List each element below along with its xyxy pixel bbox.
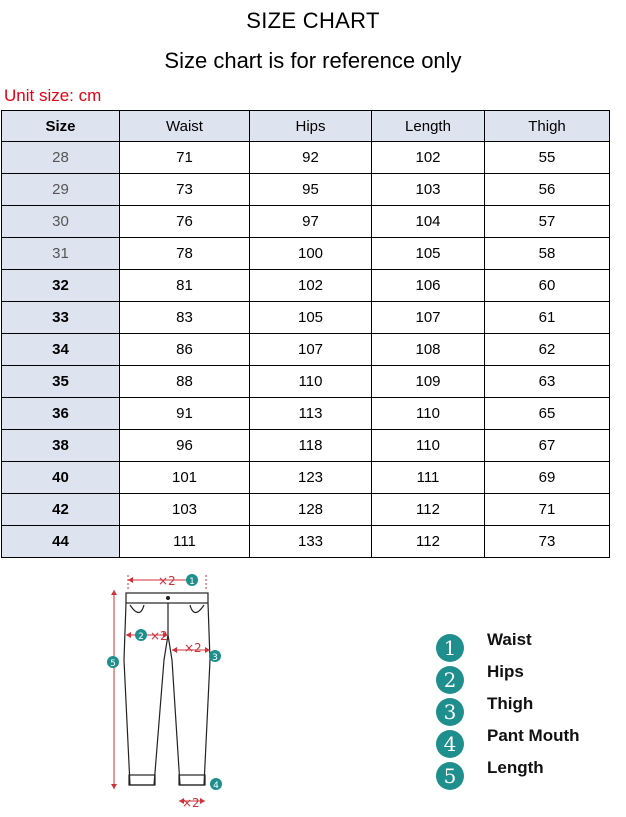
waist-times-two: ×2 — [158, 574, 176, 588]
left-cuff — [129, 775, 155, 785]
cell-length: 104 — [372, 206, 485, 238]
cell-waist: 81 — [120, 270, 250, 302]
table-row — [2, 526, 610, 558]
cell-size: 42 — [2, 494, 120, 526]
cell-hips: 123 — [250, 462, 372, 494]
cell-thigh: 73 — [485, 526, 610, 558]
jeans-outline — [124, 593, 210, 785]
right-cuff — [179, 775, 205, 785]
cell-hips: 92 — [250, 142, 372, 174]
column-header-size: Size — [2, 111, 120, 142]
cell-waist: 91 — [120, 398, 250, 430]
cell-hips: 102 — [250, 270, 372, 302]
cell-thigh: 60 — [485, 270, 610, 302]
marker-1-label: 1 — [189, 577, 195, 587]
legend-label-waist: Waist — [487, 630, 532, 649]
cell-hips: 107 — [250, 334, 372, 366]
table-row — [2, 270, 610, 302]
cell-length: 110 — [372, 398, 485, 430]
legend-number-4: 4 — [436, 730, 464, 758]
cell-size: 35 — [2, 366, 120, 398]
page-title: SIZE CHART — [246, 8, 380, 33]
cell-thigh: 67 — [485, 430, 610, 462]
cell-thigh: 69 — [485, 462, 610, 494]
marker-2-label: 2 — [138, 632, 144, 642]
cell-waist: 73 — [120, 174, 250, 206]
table-row — [2, 366, 610, 398]
cell-thigh: 55 — [485, 142, 610, 174]
waist-arrow-left — [128, 577, 133, 583]
legend-label-thigh: Thigh — [487, 694, 534, 713]
column-header-length: Length — [372, 111, 485, 142]
table-row — [2, 334, 610, 366]
cell-length: 108 — [372, 334, 485, 366]
cell-thigh: 57 — [485, 206, 610, 238]
cell-hips: 113 — [250, 398, 372, 430]
table-row — [2, 494, 610, 526]
cell-thigh: 63 — [485, 366, 610, 398]
table-row — [2, 430, 610, 462]
cell-size: 32 — [2, 270, 120, 302]
cell-waist: 96 — [120, 430, 250, 462]
cell-thigh: 56 — [485, 174, 610, 206]
cell-waist: 83 — [120, 302, 250, 334]
marker-5-label: 5 — [110, 659, 116, 669]
table-body — [2, 142, 610, 558]
length-arrow-bottom — [111, 784, 117, 789]
cell-thigh: 62 — [485, 334, 610, 366]
cell-waist: 103 — [120, 494, 250, 526]
marker-3-label: 3 — [212, 653, 218, 663]
left-pocket — [130, 605, 144, 613]
cell-length: 110 — [372, 430, 485, 462]
right-pocket — [190, 605, 204, 613]
pant-mouth-times-two: ×2 — [182, 796, 200, 810]
table-row — [2, 238, 610, 270]
cell-length: 111 — [372, 462, 485, 494]
cell-size: 38 — [2, 430, 120, 462]
unit-label: Unit size: cm — [4, 86, 102, 105]
cell-size: 44 — [2, 526, 120, 558]
cell-length: 103 — [372, 174, 485, 206]
cell-waist: 78 — [120, 238, 250, 270]
cell-size: 28 — [2, 142, 120, 174]
table-header-row — [2, 111, 610, 142]
hips-arrow-left — [126, 632, 131, 638]
button-icon — [166, 596, 170, 600]
cell-size: 34 — [2, 334, 120, 366]
cell-length: 107 — [372, 302, 485, 334]
legend-label-pant-mouth: Pant Mouth — [487, 726, 580, 745]
legend-number-2: 2 — [436, 666, 464, 694]
hips-times-two: ×2 — [150, 629, 168, 643]
cell-size: 29 — [2, 174, 120, 206]
cell-size: 30 — [2, 206, 120, 238]
legend-label-hips: Hips — [487, 662, 524, 681]
table-row — [2, 142, 610, 174]
length-arrow-top — [111, 590, 117, 595]
cell-size: 40 — [2, 462, 120, 494]
cell-length: 105 — [372, 238, 485, 270]
legend-label-length: Length — [487, 758, 544, 777]
jeans-diagram — [100, 565, 240, 815]
table-row — [2, 174, 610, 206]
cell-thigh: 61 — [485, 302, 610, 334]
cell-waist: 88 — [120, 366, 250, 398]
cell-hips: 105 — [250, 302, 372, 334]
cell-hips: 128 — [250, 494, 372, 526]
cell-waist: 111 — [120, 526, 250, 558]
cell-hips: 100 — [250, 238, 372, 270]
cell-hips: 133 — [250, 526, 372, 558]
cell-length: 102 — [372, 142, 485, 174]
cell-waist: 71 — [120, 142, 250, 174]
cell-size: 31 — [2, 238, 120, 270]
pant-mouth-arrow-right — [200, 798, 205, 804]
column-header-waist: Waist — [120, 111, 250, 142]
cell-size: 33 — [2, 302, 120, 334]
cell-thigh: 58 — [485, 238, 610, 270]
column-header-thigh: Thigh — [485, 111, 610, 142]
cell-length: 112 — [372, 526, 485, 558]
table-row — [2, 206, 610, 238]
table-row — [2, 462, 610, 494]
thigh-arrow-left — [172, 647, 177, 653]
cell-hips: 97 — [250, 206, 372, 238]
cell-size: 36 — [2, 398, 120, 430]
cell-hips: 118 — [250, 430, 372, 462]
thigh-times-two: ×2 — [184, 641, 202, 655]
cell-length: 109 — [372, 366, 485, 398]
legend-number-3: 3 — [436, 698, 464, 726]
cell-hips: 110 — [250, 366, 372, 398]
cell-thigh: 65 — [485, 398, 610, 430]
cell-length: 112 — [372, 494, 485, 526]
table-row — [2, 398, 610, 430]
cell-waist: 76 — [120, 206, 250, 238]
cell-hips: 95 — [250, 174, 372, 206]
table-row — [2, 302, 610, 334]
legend-number-1: 1 — [436, 634, 464, 662]
column-header-hips: Hips — [250, 111, 372, 142]
size-table — [1, 110, 610, 558]
cell-length: 106 — [372, 270, 485, 302]
cell-thigh: 71 — [485, 494, 610, 526]
legend-number-5: 5 — [436, 762, 464, 790]
page-subtitle: Size chart is for reference only — [164, 48, 462, 73]
cell-waist: 86 — [120, 334, 250, 366]
marker-4-label: 4 — [213, 781, 219, 791]
cell-waist: 101 — [120, 462, 250, 494]
